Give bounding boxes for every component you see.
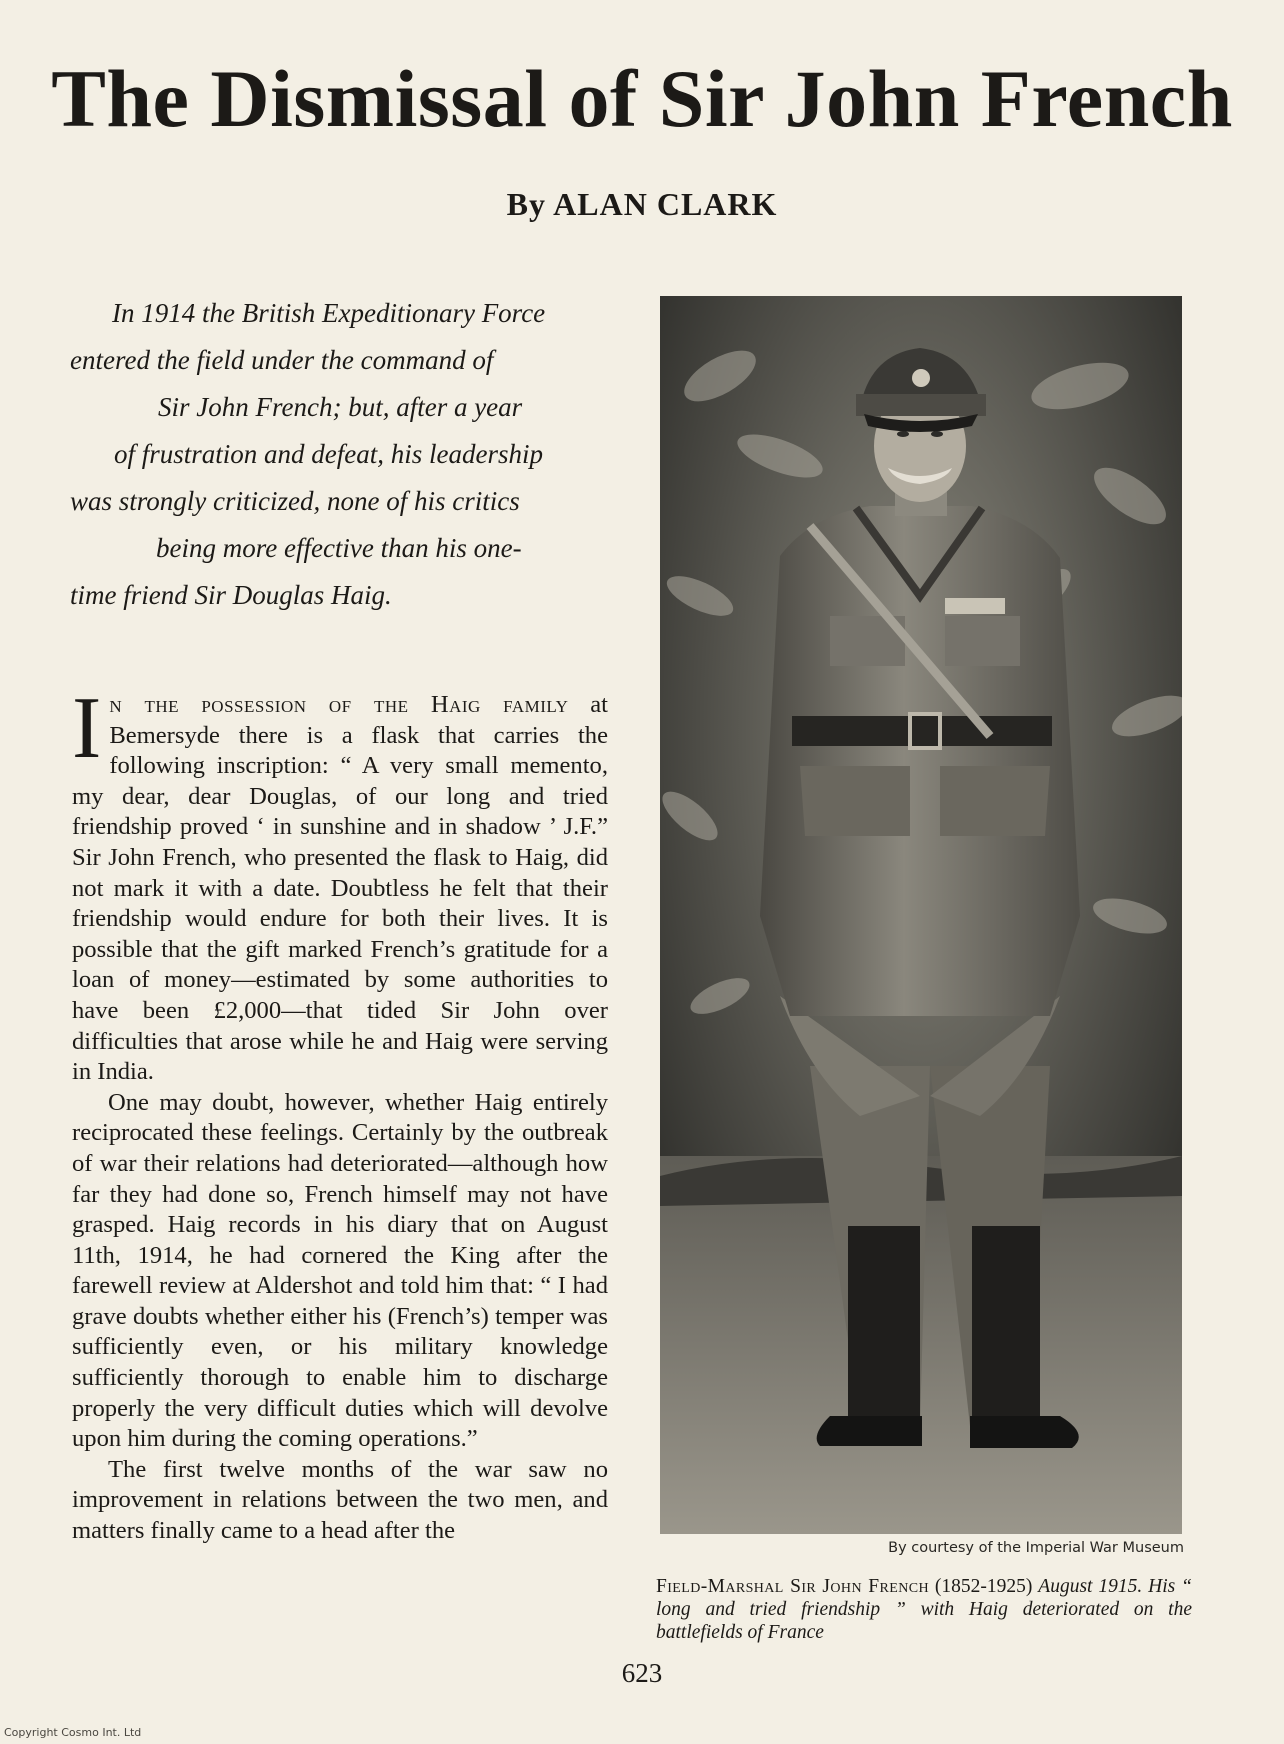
paragraph-2: One may doubt, however, whether Haig entirely reciprocated these feelings. Certainly by the outbreak of war their relations had deteriorated—although how far they had done so, French himself may not have grasped. Haig records in his diary that on August 11th, 1914, he had cornered the King after the farewell review at Aldershot and told him that: “ I had grave doubts whether either his (French’s) temper was sufficiently even, or his military knowledge sufficiently thorough to enable him to discharge properly the very difficult duties which will devolve upon him during the coming operations.” <box>72 1088 608 1453</box>
paragraph-3: The first twelve months of the war saw no improvement in relations between the two men, and matters finally came to a head after the <box>72 1455 608 1545</box>
intro-line: being more effective than his one- <box>156 533 522 563</box>
article-body <box>72 680 608 1547</box>
intro-line: Sir John French; but, after a year <box>158 392 523 422</box>
portrait-photo <box>660 296 1182 1534</box>
intro-line: time friend Sir Douglas Haig. <box>70 580 392 610</box>
caption-name: Field-Marshal Sir John French <box>656 1576 929 1597</box>
intro-line: of frustration and defeat, his leadership <box>114 439 543 469</box>
caption-dates: (1852-1925) <box>928 1576 1039 1597</box>
copyright-notice: Copyright Cosmo Int. Ltd <box>4 1726 142 1739</box>
intro-line: In 1914 the British Expeditionary Force <box>112 298 546 328</box>
article-title: The Dismissal of Sir John French <box>51 53 1233 144</box>
photo-credit: By courtesy of the Imperial War Museum <box>888 1540 1184 1556</box>
opening-small-caps: n the possession of the Haig family <box>109 691 569 718</box>
paragraph-1-text: at Bemersyde there is a flask that carries the following inscription: “ A very small memento, my dear, dear Douglas, of our long and tried friendship proved ‘ in sunshine and in shadow ’ J.F.” Sir John French, who presented the flask to Haig, did not mark it with a date. Doubtless he felt that their friendship would endure for both their lives. It is possible that the gift marked French’s gratitude for a loan of money—estimated by some authorities to have been £2,000—that tided Sir John over difficulties that arose while he and Haig were serving in India. <box>72 691 608 1086</box>
intro-line: entered the field under the command of <box>70 345 494 375</box>
intro-line: was strongly criticized, none of his critics <box>70 486 520 516</box>
drop-cap: I <box>72 680 102 777</box>
intro-standfirst <box>70 290 630 619</box>
byline: By ALAN CLARK <box>506 186 778 222</box>
caption-description: August 1915. His “ long and tried friendship ” with Haig deteriorated on the battlefields of France <box>656 1576 1192 1643</box>
paragraph-1 <box>72 680 608 1088</box>
portrait-illustration <box>660 296 1182 1534</box>
photo-caption <box>656 1575 1192 1644</box>
page-number: 623 <box>621 1658 663 1688</box>
